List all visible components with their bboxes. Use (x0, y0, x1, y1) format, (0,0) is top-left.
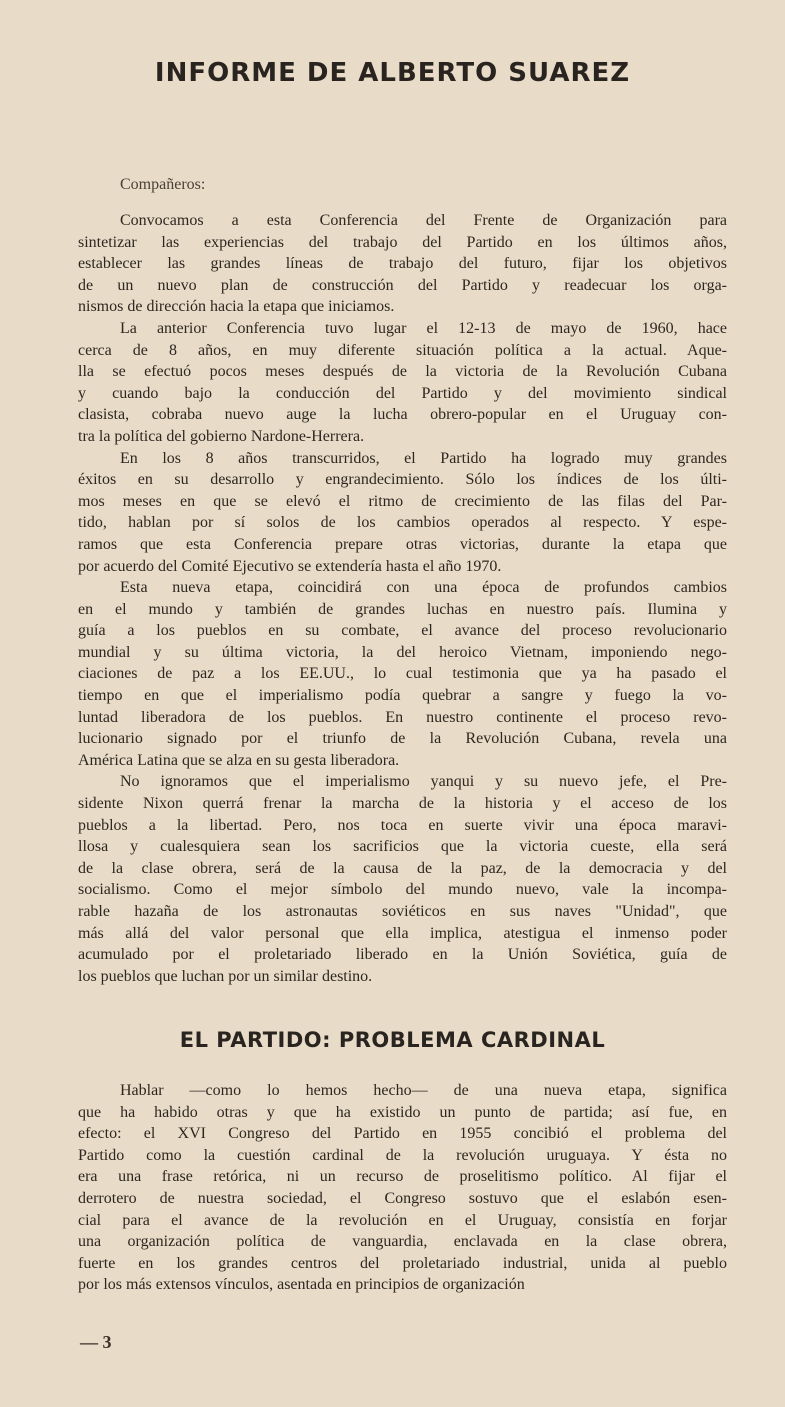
text-line: No ignoramos que el imperialismo yanqui y su nuevo jefe, el Pre- (120, 773, 727, 791)
text-line: Partido como la cuestión cardinal de la revolución uruguaya. Y ésta no (78, 1146, 727, 1164)
text-line: y cuando bajo la conducción del Partido y del movimiento sindical (78, 384, 727, 402)
text-line: era una frase retórica, ni un recurso de proselitismo político. Al fijar el (78, 1168, 727, 1186)
text-line: más allá del valor personal que ella implica, atestigua el inmenso poder (78, 924, 727, 942)
text-line: rable hazaña de los astronautas soviéticos en sus naves "Unidad", que (78, 903, 727, 920)
text-line: tra la política del gobierno Nardone-Herrera. (78, 427, 365, 445)
text-line: de la clase obrera, será de la causa de la paz, de la democracia y del (78, 859, 727, 877)
text-line: tiempo en que el imperialismo podía quebrar a sangre y fuego la vo- (78, 687, 727, 705)
text-line: Hablar —como lo hemos hecho— de una nueva etapa, significa (120, 1082, 727, 1099)
text-line: lucionario signado por el triunfo de la Revolución Cubana, revela una (78, 730, 727, 748)
text-line: clasista, cobraba nuevo auge la lucha obrero-popular en el Uruguay con- (78, 406, 727, 424)
text-line: Convocamos a esta Conferencia del Frente de Organización para (120, 212, 727, 229)
text-line: América Latina que se alza en su gesta liberadora. (78, 751, 400, 769)
text-line: Esta nueva etapa, coincidirá con una época de profundos cambios (120, 579, 727, 597)
text-line: sidente Nixon querrá frenar la marcha de la historia y el acceso de los (78, 795, 727, 813)
text-line: luntad liberadora de los pueblos. En nuestro continente el proceso revo- (78, 708, 727, 726)
text-line: en el mundo y también de grandes luchas en nuestro país. Ilumina y (78, 600, 727, 618)
text-line: guía a los pueblos en su combate, el avance del proceso revolucionario (78, 622, 727, 640)
text-line: cial para el avance de la revolución en el Uruguay, consistía en forjar (78, 1211, 727, 1229)
section-2-body (78, 1080, 727, 1296)
text-line: mundial y su última victoria, la del heroico Vietnam, imponiendo nego- (78, 643, 727, 661)
text-line: establecer las grandes líneas de trabajo del futuro, fijar los objetivos (78, 255, 727, 273)
text-line: ramos que esta Conferencia prepare otras victorias, durante la etapa que (78, 535, 727, 553)
text-line: pueblos a la libertad. Pero, nos toca en suerte vivir una época maravi- (78, 816, 727, 834)
text-line: ciaciones de paz a los EE.UU., lo cual testimonia que ya ha pasado el (78, 665, 727, 683)
salutation: Compañeros: (120, 176, 206, 193)
text-line: llosa y cualesquiera sean los sacrificios que la victoria cueste, ella será (78, 838, 727, 856)
text-line: de un nuevo plan de construcción del Partido y readecuar los orga- (78, 276, 727, 294)
text-line: una organización política de vanguardia, enclavada en la clase obrera, (78, 1233, 727, 1251)
text-line: éxitos en su desarrollo y engrandecimiento. Sólo los índices de los últi- (78, 471, 727, 489)
text-line: cerca de 8 años, en muy diferente situación política a la actual. Aque- (78, 341, 727, 359)
text-line: fuerte en los grandes centros del proletariado industrial, unida al pueblo (78, 1254, 727, 1272)
text-line: nismos de dirección hacia la etapa que iniciamos. (78, 298, 395, 316)
document-title: INFORME DE ALBERTO SUAREZ (154, 58, 631, 88)
page-number: — 3 (80, 1332, 112, 1352)
text-line: acumulado por el proletariado liberado en la Unión Soviética, guía de (78, 946, 727, 964)
text-line: La anterior Conferencia tuvo lugar el 12-13 de mayo de 1960, hace (120, 319, 727, 337)
text-line: los pueblos que luchan por un similar destino. (78, 967, 373, 985)
text-line: por los más extensos vínculos, asentada en principios de organización (78, 1276, 525, 1294)
text-line: socialismo. Como el mejor símbolo del mundo nuevo, vale la incompa- (78, 881, 727, 899)
text-line: que ha habido otras y que ha existido un punto de partida; así fue, en (78, 1103, 727, 1121)
text-line: sintetizar las experiencias del trabajo del Partido en los últimos años, (78, 233, 727, 251)
section-1-body (78, 210, 727, 987)
text-line: derrotero de nuestra sociedad, el Congreso sostuvo que el eslabón esen- (78, 1189, 727, 1207)
section-heading: EL PARTIDO: PROBLEMA CARDINAL (179, 1028, 606, 1052)
text-line: por acuerdo del Comité Ejecutivo se extendería hasta el año 1970. (78, 557, 502, 575)
text-line: En los 8 años transcurridos, el Partido ha logrado muy grandes (120, 449, 727, 467)
text-line: lla se efectuó pocos meses después de la victoria de la Revolución Cubana (78, 363, 727, 381)
text-line: efecto: el XVI Congreso del Partido en 1955 concibió el problema del (78, 1125, 727, 1143)
text-line: mos meses en que se elevó el ritmo de crecimiento de las filas del Par- (78, 492, 727, 510)
text-line: tido, hablan por sí solos de los cambios operados al respecto. Y espe- (78, 514, 727, 532)
